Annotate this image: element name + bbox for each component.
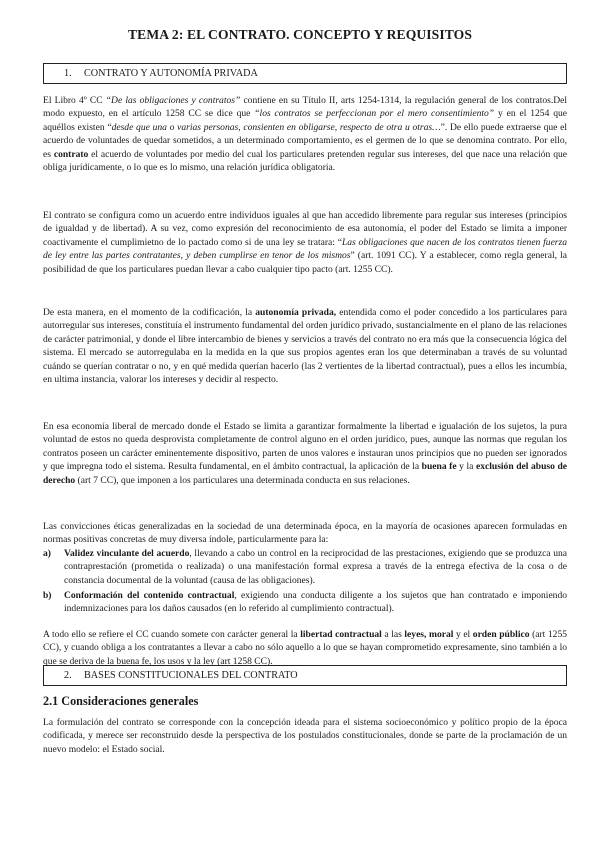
paragraph-3 [43,306,567,387]
bold-text: contrato [53,148,89,160]
paragraph-6 [43,628,567,668]
section-label: BASES CONSTITUCIONALES DEL CONTRATO [84,670,298,681]
paragraph-1 [43,94,567,175]
text-run: El contrato se configura como un acuerdo entre individuos iguales al que han accedido libremente para regular sus intereses (principios de igualdad y de libertad). A su vez, como expresión del reconocimiento de esa autonomía, el poder del Estado se limita a imponer coactivamente el cumplimietno de lo pactado como si de una ley se tratara: “ [43,210,567,248]
text-run: De esta manera, en el momento de la codificación, la [43,307,256,318]
text-run: ” (art. 1091 CC). Y a establecer, como regla general, la posibilidad de que los particulares puedan llevar a cabo cualquier tipo pacto (art. 1255 CC). [43,250,567,275]
bold-text: exclusión del abuso de derecho [43,461,567,486]
text-run: ”. De ello puede extraerse que el acuerdo de voluntades de quedar sometidos, a un determinado comportamiento, es el germen de lo que se denomina contrato. Por ello, es [43,121,568,160]
text-run: , exigiendo una conducta diligente a los sujetos que han contratado e imponiendo indemnizaciones para los daños causados (en lo referido al cumplimiento contractual). [64,590,567,615]
list-item-a [43,547,567,587]
text-run: La formulación del contrato se corresponde con la concepción ideada para el sistema socioeconómico y político propio de la época codificada, y merece ser reconstruido desde la perspectiva de los postulados constitucionales, donde se parte de la proclamación de un nuevo modelo: el Estado social. [43,717,567,755]
bold-text: libertad contractual [300,629,382,640]
text-run: contiene en su Título II, arts 1254-1314, la regulación general de los contratos.Del modo expuesto, en el artículo 1258 CC se dice que [43,95,568,120]
section-number: 2. [64,670,72,681]
text-run: (art 1255 CC), y cuando obliga a los contratantes a llevar a cabo no sólo aquello a lo que se hayan comprometido expresamente, sino también a lo que se deriva de la buena fe, los usos y la ley (art 1258 CC). [43,629,567,667]
paragraph-4 [43,420,567,487]
section-label: CONTRATO Y AUTONOMÍA PRIVADA [84,68,258,79]
bold-text: Conformación del contenido contractual [64,590,235,601]
italic-text: Las obligaciones que nacen de los contratos tienen fuerza de ley entre las partes contratantes, y deben cumplirse en tenor de los mismos [43,236,568,262]
text-run: , llevando a cabo un control en la reciprocidad de las prestaciones, exigiendo que se produzca una contraprestación (prometida o realizada) o una manifestación formal expresa a través de la entrega efectiva de la cosa o de constancia documental de la voluntad (causa de las obligaciones). [64,548,567,586]
section-heading-2 [43,665,567,686]
italic-text: “los contratos se perfeccionan por el mero consentimiento” [254,108,495,120]
text-run: y en el 1254 que aquéllos existen “ [43,108,567,133]
subsection-heading: 2.1 Consideraciones generales [43,694,199,708]
section-heading-1 [43,63,567,84]
list-marker: b) [43,590,52,601]
text-run: Las convicciones éticas generalizadas en la sociedad de una determinada época, en la mayoría de ocasiones aparecen formuladas en normas positivas concretas de muy diversa índole, particularmente para la: [43,521,567,546]
text-run: (art 7 CC), que imponen a los particulares una determinada conducta en sus relaciones. [75,474,410,486]
text-run: El Libro 4º CC [43,95,106,106]
bold-text: autonomía privada, [255,307,337,318]
paragraph-2 [43,209,567,276]
bold-text: orden público [472,629,530,640]
bold-text: leyes, moral [404,629,454,640]
text-run: a las [381,629,405,640]
text-run: A todo ello se refiere el CC cuando somete con carácter general la [43,629,301,640]
text-run: En esa economía liberal de mercado donde el Estado se limita a garantizar formalmente la libertad e igualación de los sujetos, la pura voluntad de estos no queda desprovista completamente de control alguno en el orden jurídico, pues, aunque las normas que regulan los contratos poseen un carácter eminentemente dispositivo, parten de unos valores e instauran unos principios que no pueden ser ignorados y que impregna todo el sistema. Resulta fundamental, en el ámbito contractual, la aplicación de la [43,421,567,473]
paragraph-5 [43,520,567,547]
document-title: TEMA 2: EL CONTRATO. CONCEPTO Y REQUISITOS [128,27,472,42]
text-run: entendida como el poder concedido a los particulares para autorregular sus intereses, constituía el instrumento fundamental del orden jurídico privado, sustancialmente en el plano de las relaciones de carácter patrimonial, y donde el libre intercambio de bienes y servicios a través del contrato no era más que la consecuencia lógica del sistema. El mercado se autorregulaba en la medida en la que sus propios agentes eran los que determinaban a través de su voluntad cuándo se querían contratar o no, y en qué medida querían hacerlo (las 2 vertientes de la libertad contractual), pues a ellos les incumbía, en ultima instancia, valorar los intereses y decidir al respecto. [43,307,567,386]
text-run: y la [456,461,476,473]
bold-text: buena fe [421,461,457,473]
italic-text: “De las obligaciones y contratos” [105,95,241,106]
section-number: 1. [64,68,72,79]
list-marker: a) [43,548,51,559]
text-run: el acuerdo de voluntades por medio del cual los particulares pretenden regular sus intereses, del que nace una relación que obliga jurídicamente, o lo que es lo mismo, una relación jurídica obligatoria. [43,148,567,174]
list-item-b [43,589,567,616]
text-run: y el [453,629,473,640]
paragraph-7 [43,716,567,756]
bold-text: Validez vinculante del acuerdo [64,548,190,559]
italic-text: desde que una o varias personas, consienten en obligarse, respecto de otra u otras… [111,121,441,133]
